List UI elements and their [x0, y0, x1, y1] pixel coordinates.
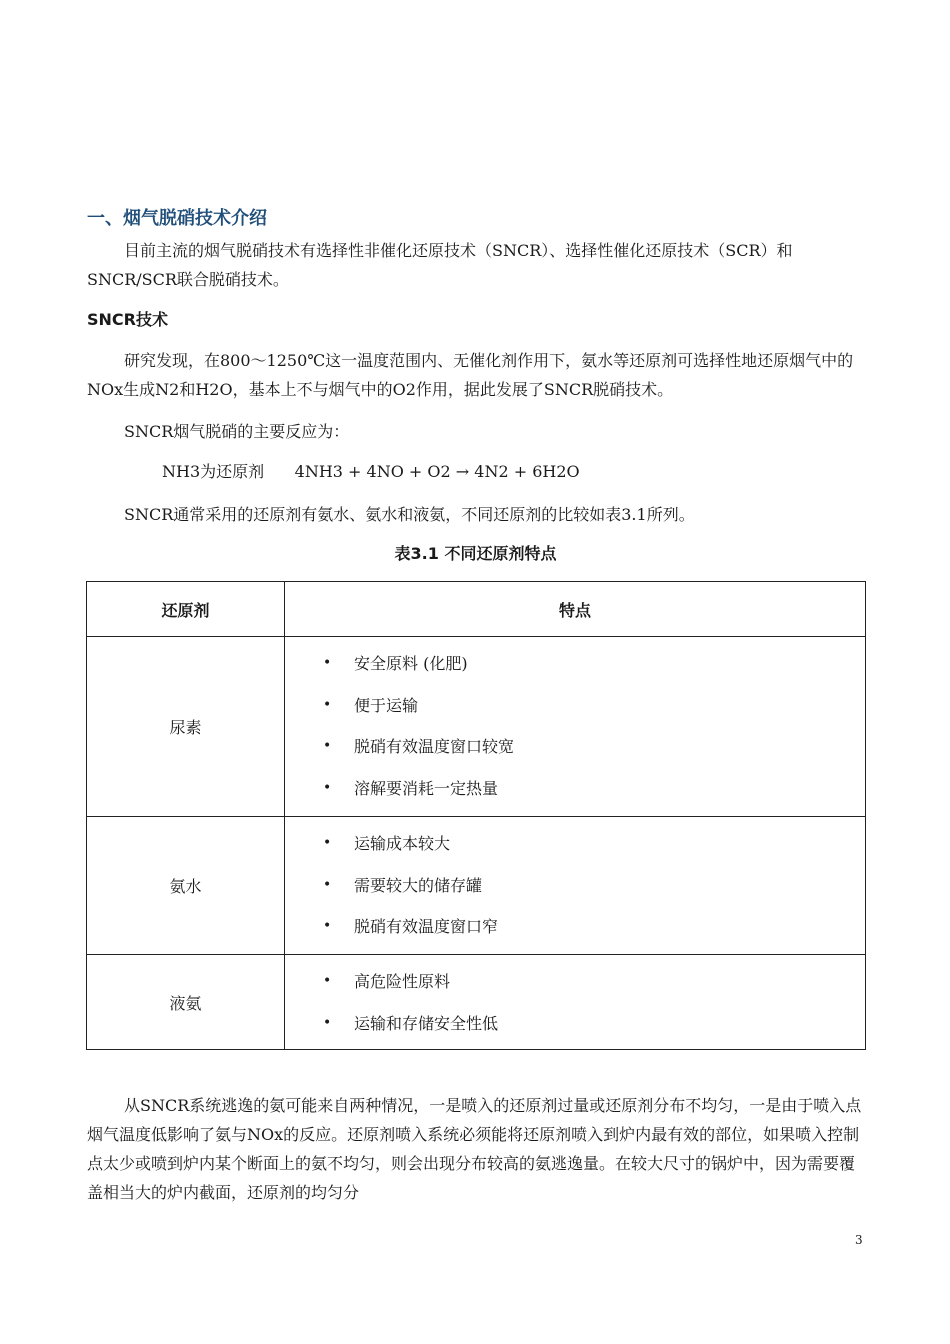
table-row	[87, 817, 866, 955]
sncr-paragraph-1: 研究发现，在800～1250℃这一温度范围内、无催化剂作用下，氨水等还原剂可选择性地还原烟气中的NOx生成N2和H2O，基本上不与烟气中的O2作用，据此发展了SNCR脱硝技术。	[87, 351, 854, 399]
closing-paragraph: 从SNCR系统逃逸的氨可能来自两种情况，一是喷入的还原剂过量或还原剂分布不均匀，一是由于喷入点烟气温度低影响了氨与NOx的反应。还原剂喷入系统必须能将还原剂喷入到炉内最有效的部位，如果喷入控制点太少或喷到炉内某个断面上的氨不均匀，则会出现分布较高的氨逃逸量。在较大尺寸的锅炉中，因为需要覆盖相当大的炉内截面，还原剂的均匀分	[87, 1096, 862, 1202]
feature-list	[285, 955, 865, 1044]
bullet-icon: •	[323, 779, 332, 796]
sncr-heading: SNCR技术	[87, 310, 168, 329]
row-agent: 氨水	[87, 817, 285, 955]
bullet-icon: •	[323, 696, 332, 713]
list-item: • 便于运输	[285, 685, 865, 727]
bullet-icon: •	[323, 876, 332, 893]
bullet-icon: •	[323, 1014, 332, 1031]
list-item: • 运输成本较大	[285, 823, 865, 865]
list-item: • 脱硝有效温度窗口较宽	[285, 726, 865, 768]
bullet-icon: •	[323, 918, 332, 934]
feature-list	[285, 817, 865, 948]
bullet-icon: •	[323, 738, 332, 754]
bullet-icon: •	[323, 655, 332, 671]
header-features: 特点	[285, 582, 866, 637]
row-agent: 液氨	[87, 955, 285, 1050]
list-item: • 需要较大的储存罐	[285, 865, 865, 907]
table-caption: 表3.1 不同还原剂特点	[394, 544, 557, 563]
table-header-row	[87, 582, 866, 637]
reductant-table	[86, 581, 866, 1050]
list-item: • 溶解要消耗一定热量	[285, 768, 865, 810]
list-item: • 脱硝有效温度窗口窄	[285, 906, 865, 948]
section-heading: 一、烟气脱硝技术介绍	[87, 208, 267, 229]
intro-paragraph: 目前主流的烟气脱硝技术有选择性非催化还原技术（SNCR）、选择性催化还原技术（SCR）和SNCR/SCR联合脱硝技术。	[87, 241, 793, 289]
sncr-paragraph-2: SNCR烟气脱硝的主要反应为：	[124, 422, 350, 441]
list-item: • 安全原料 (化肥)	[285, 643, 865, 685]
list-item: • 运输和存储安全性低	[285, 1003, 865, 1045]
feature-list	[285, 637, 865, 809]
bullet-icon: •	[323, 835, 332, 851]
header-agent: 还原剂	[87, 582, 285, 637]
equation-formula: 4NH3 + 4NO + O2 → 4N2 + 6H2O	[294, 462, 580, 481]
bullet-icon: •	[323, 973, 332, 989]
table-row	[87, 955, 866, 1050]
row-agent: 尿素	[87, 637, 285, 817]
equation-label: NH3为还原剂	[162, 462, 265, 481]
reaction-equation	[162, 459, 580, 485]
sncr-paragraph-3: SNCR通常采用的还原剂有氨水、氨水和液氨，不同还原剂的比较如表3.1所列。	[124, 505, 695, 524]
table-row	[87, 637, 866, 817]
page-number: 3	[855, 1233, 863, 1247]
list-item: • 高危险性原料	[285, 961, 865, 1003]
